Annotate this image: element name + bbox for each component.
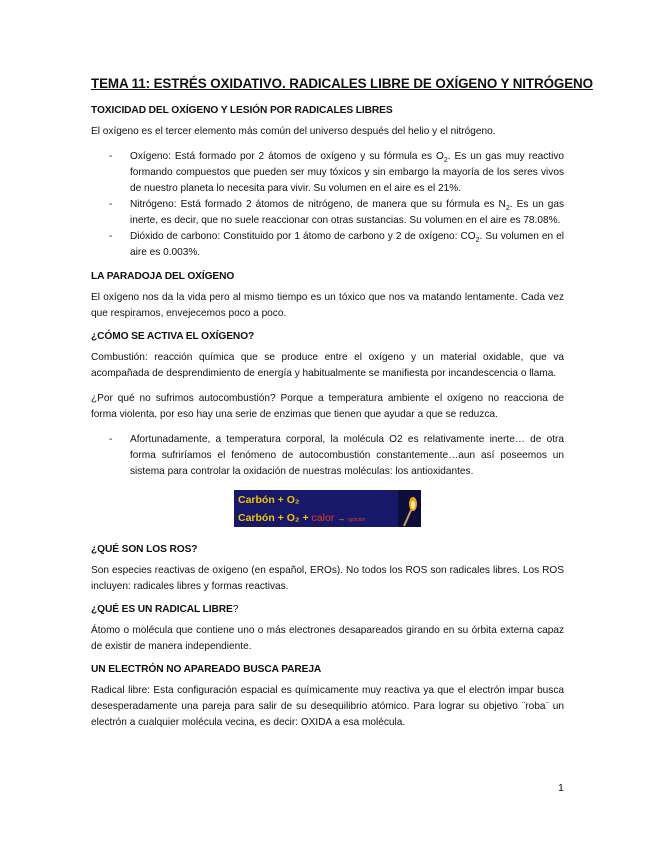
paragraph-electron: Radical libre: Esta configuración espacial es químicamente muy reactiva ya que el electrón impar busca desesperadamente una pareja para salir de su desequilibrio atómico. Para lograr su objetivo ¨roba¨ un electrón a cualquier molécula vecina, es decir: OXIDA a esa molécula. <box>91 685 564 728</box>
paragraph-ros: Son especies reactivas de oxígeno (en español, EROs). No todos los ROS son radicales libres. Los ROS incluyen: radicales libres y formas reactivas. <box>91 565 564 592</box>
bullet-dash: - <box>109 434 113 445</box>
match-flame-icon <box>398 490 421 527</box>
page-content <box>91 76 593 740</box>
paragraph-intro: El oxígeno es el tercer elemento más común del universo después del helio y el nitrógeno. <box>91 126 496 137</box>
paragraph-radical: Átomo o molécula que contiene uno o más electrones desapareados girando en su órbita externa capaz de existir de manera independiente. <box>91 625 564 652</box>
bullet-dash: - <box>109 231 113 242</box>
antioxidant-list <box>91 432 564 480</box>
list-item-dioxido: - Dióxido de carbono: Constituido por 1 átomo de carbono y 2 de oxígeno: $CO_2$. Su volumen en el aire es 0.003%. <box>109 231 564 258</box>
bullet-dash: - <box>109 151 113 162</box>
combustion-figure <box>234 490 564 532</box>
figure-line-2: Carbón + O₂ + calor → ignición <box>238 512 366 524</box>
heading-activa: ¿CÓMO SE ACTIVA EL OXÍGENO? <box>91 331 255 342</box>
heading-paradoja: LA PARADOJA DEL OXÍGENO <box>91 271 235 282</box>
list-item-nitrogeno: - Nitrógeno: Está formado 2 átomos de nitrógeno, de manera que su fórmula es $N_2$. Es un gas inerte, es decir, que no suele reaccionar con otras sustancias. Su volumen en el aire es 78.08%. <box>109 199 565 226</box>
paragraph-autocombustion: ¿Por qué no sufrimos autocombustión? Porque a temperatura ambiente el oxígeno no reacciona de forma violenta, por eso hay una serie de enzimas que tienen que ayudar a que se reduzca. <box>91 393 564 420</box>
heading-toxicidad: TOXICIDAD DEL OXÍGENO Y LESIÓN POR RADICALES LIBRES <box>91 105 393 116</box>
heading-ros: ¿QUÉ SON LOS ROS? <box>91 544 198 555</box>
list-item-oxigeno: - Oxígeno: Está formado por 2 átomos de oxígeno y su fórmula es $O_2$. Es un gas muy reactivo formando compuestos que pueden ser muy tóxicos y sin embargo la mayoría de los seres vivos de nuestro planeta lo necesita para vivir. Su volumen en el aire es el 21%. <box>109 151 564 194</box>
paragraph-paradoja: El oxígeno nos da la vida pero al mismo tiempo es un tóxico que nos va matando lentamente. Cada vez que respiramos, envejecemos poco a poco. <box>91 292 564 319</box>
list-item-afortunadamente: - Afortunadamente, a temperatura corporal, la molécula O2 es relativamente inerte… de otra forma sufriríamos el fenómeno de autocombustión constantemente…aun así poseemos un sistema para controlar la oxidación de nuestras moléculas: los antioxidantes. <box>109 434 564 477</box>
heading-radical: ¿QUÉ ES UN RADICAL LIBRE? <box>91 604 239 615</box>
figure-line-1: Carbón + O₂ <box>238 494 300 506</box>
document-title: TEMA 11: ESTRÉS OXIDATIVO. RADICALES LIBRE DE OXÍGENO Y NITRÓGENO <box>91 76 593 91</box>
bullet-dash: - <box>109 199 113 210</box>
paragraph-combustion: Combustión: reacción química que se produce entre el oxígeno y un material oxidable, que va acompañada de desprendimiento de energía y habitualmente se manifiesta por incandescencia o llama. <box>91 352 564 379</box>
heading-electron: UN ELECTRÓN NO APAREADO BUSCA PAREJA <box>91 664 322 675</box>
gas-list <box>91 149 564 261</box>
combustion-image <box>234 490 421 527</box>
page-number: 1 <box>558 782 564 794</box>
